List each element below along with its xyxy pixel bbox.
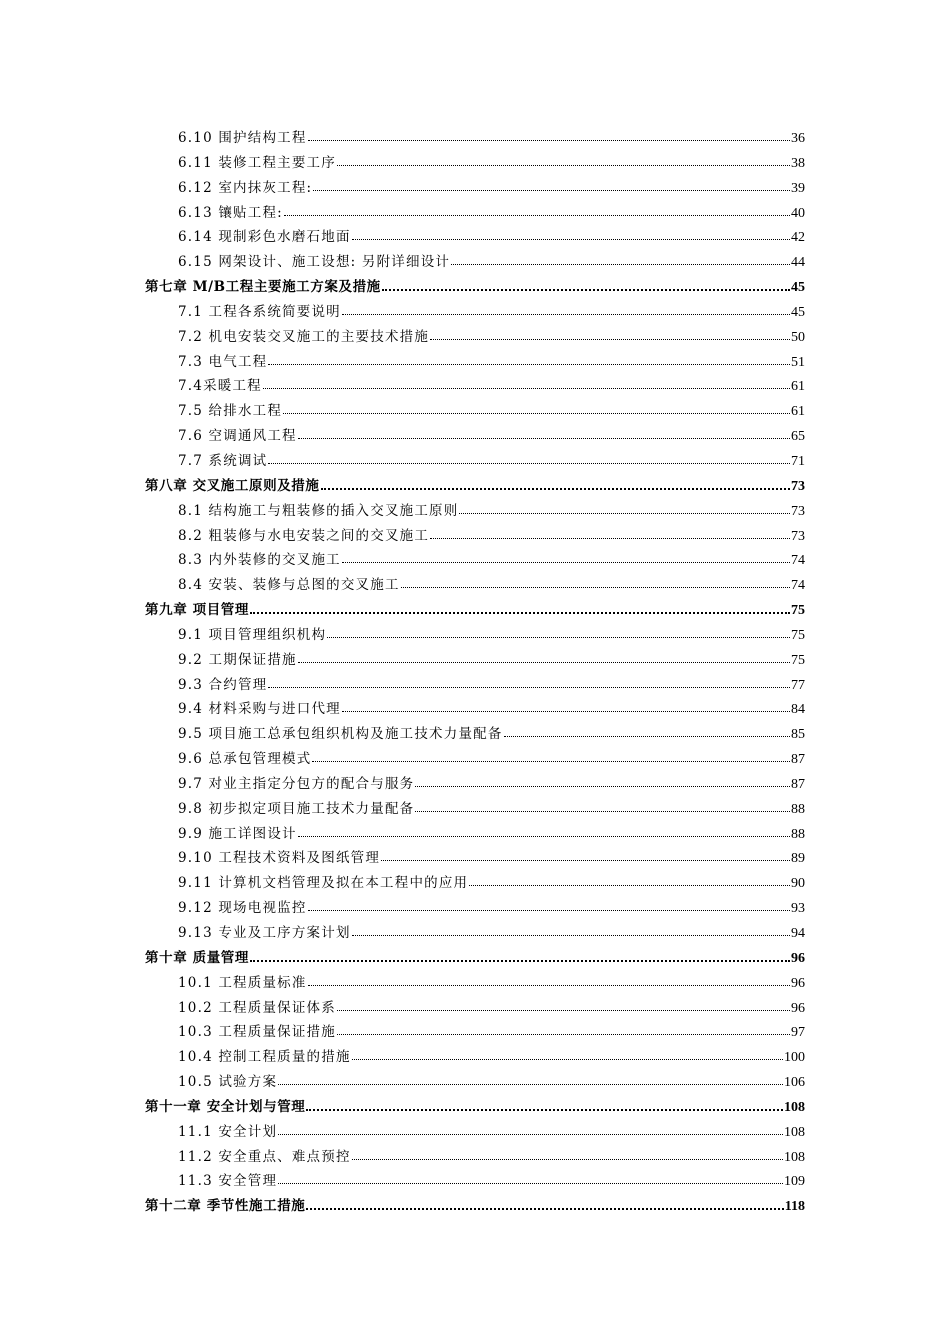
toc-entry-page-number: 100 [784,1050,805,1066]
toc-section-entry[interactable] [145,424,805,449]
toc-section-entry[interactable] [145,1120,805,1145]
toc-leader-dots [337,1000,790,1012]
toc-section-entry[interactable] [145,822,805,847]
toc-leader-dots [327,627,790,639]
toc-section-entry[interactable] [145,548,805,573]
toc-entry-title: 7.5 给排水工程 [178,403,283,420]
toc-entry-title: 9.3 合约管理 [178,676,268,693]
toc-entry-page-number: 73 [791,528,805,544]
toc-leader-dots [268,453,790,465]
toc-entry-title: 8.1 结构施工与粗装修的插入交叉施工原则 [178,502,459,519]
toc-leader-dots [430,329,790,341]
toc-entry-title: 7.1 工程各系统简要说明 [178,303,341,320]
toc-entry-title: 第十章 质量管理 [145,949,249,966]
toc-entry-page-number: 88 [791,826,805,842]
toc-entry-page-number: 45 [791,280,805,296]
toc-chapter-entry[interactable] [145,1095,805,1120]
toc-leader-dots [342,701,790,713]
toc-section-entry[interactable] [145,971,805,996]
toc-entry-page-number: 118 [784,1199,805,1215]
toc-entry-title: 9.10 工程技术资料及图纸管理 [178,850,381,867]
toc-leader-dots [312,751,790,763]
toc-leader-dots [321,478,791,490]
toc-leader-dots [337,155,790,167]
toc-section-entry[interactable] [145,176,805,201]
toc-entry-page-number: 75 [791,652,805,668]
toc-leader-dots [352,1049,783,1061]
toc-section-entry[interactable] [145,623,805,648]
toc-section-entry[interactable] [145,797,805,822]
toc-entry-title: 第九章 项目管理 [145,602,249,619]
toc-entry-title: 9.9 施工详图设计 [178,825,297,842]
toc-entry-page-number: 108 [784,1099,805,1115]
toc-entry-title: 第八章 交叉施工原则及措施 [145,477,320,494]
toc-entry-page-number: 93 [791,901,805,917]
toc-chapter-entry[interactable] [145,946,805,971]
toc-leader-dots [430,528,790,540]
toc-entry-title: 10.3 工程质量保证措施 [178,1024,336,1041]
toc-section-entry[interactable] [145,996,805,1021]
toc-entry-page-number: 74 [791,553,805,569]
toc-entry-page-number: 94 [791,926,805,941]
toc-entry-page-number: 109 [784,1174,805,1190]
toc-leader-dots [381,850,790,862]
toc-entry-title: 6.12 室内抹灰工程: [178,179,313,196]
toc-entry-page-number: 108 [784,1149,805,1165]
toc-chapter-entry[interactable] [145,474,805,499]
toc-entry-title: 8.3 内外装修的交叉施工 [178,552,341,569]
toc-entry-title: 10.2 工程质量保证体系 [178,999,336,1016]
toc-entry-title: 10.4 控制工程质量的措施 [178,1049,351,1066]
toc-entry-page-number: 97 [791,1025,805,1041]
toc-chapter-entry[interactable] [145,1194,805,1219]
toc-leader-dots [469,875,790,887]
toc-entry-title: 9.8 初步拟定项目施工技术力量配备 [178,800,415,817]
toc-entry-page-number: 90 [791,876,805,892]
toc-entry-title: 10.5 试验方案 [178,1074,278,1091]
toc-entry-page-number: 96 [791,975,805,991]
toc-entry-page-number: 84 [791,702,805,718]
toc-leader-dots [278,1124,783,1136]
toc-leader-dots [415,801,790,813]
toc-entry-title: 9.13 专业及工序方案计划 [178,925,351,941]
toc-section-entry[interactable] [145,350,805,375]
toc-leader-dots [313,180,790,192]
toc-section-entry[interactable] [145,1070,805,1095]
toc-leader-dots [278,1173,783,1185]
toc-entry-title: 8.4 安装、装修与总图的交叉施工 [178,577,400,594]
toc-entry-title: 11.1 安全计划 [178,1123,278,1140]
toc-entry-page-number: 38 [791,155,805,171]
toc-leader-dots [352,925,790,937]
toc-entry-page-number: 88 [791,801,805,817]
toc-section-entry[interactable] [145,1169,805,1194]
toc-leader-dots [352,229,790,241]
toc-entry-page-number: 108 [784,1124,805,1140]
toc-entry-title: 第十一章 安全计划与管理 [145,1098,306,1115]
toc-section-entry[interactable] [145,896,805,921]
toc-entry-title: 9.12 现场电视监控 [178,900,307,917]
toc-entry-title: 7.7 系统调试 [178,452,268,469]
toc-leader-dots [306,1198,783,1210]
toc-leader-dots [263,378,790,390]
toc-section-entry[interactable] [145,747,805,772]
toc-leader-dots [382,279,790,291]
toc-entry-page-number: 51 [791,354,805,370]
toc-leader-dots [306,1099,783,1111]
toc-entry-title: 9.6 总承包管理模式 [178,751,312,768]
toc-entry-title: 9.5 项目施工总承包组织机构及施工技术力量配备 [178,726,503,743]
toc-section-entry[interactable] [145,1145,805,1170]
toc-entry-title: 6.15 网架设计、施工设想: 另附详细设计 [178,254,451,271]
toc-leader-dots [504,726,790,738]
table-of-contents [145,126,805,1219]
toc-entry-title: 9.4 材料采购与进口代理 [178,701,341,718]
toc-leader-dots [250,602,790,614]
toc-entry-title: 6.14 现制彩色水磨石地面 [178,229,351,246]
toc-entry-page-number: 106 [784,1075,805,1091]
toc-section-entry[interactable] [145,499,805,524]
toc-section-entry[interactable] [145,225,805,250]
toc-leader-dots [284,205,790,217]
toc-section-entry[interactable] [145,1020,805,1045]
toc-entry-page-number: 89 [791,851,805,867]
toc-entry-title: 8.2 粗装修与水电安装之间的交叉施工 [178,527,430,544]
toc-entry-page-number: 87 [791,776,805,792]
toc-section-entry[interactable] [145,648,805,673]
toc-entry-page-number: 73 [791,503,805,519]
toc-section-entry[interactable] [145,151,805,176]
toc-entry-title: 10.1 工程质量标准 [178,974,307,991]
toc-leader-dots [298,826,790,838]
toc-leader-dots [342,552,790,564]
toc-entry-page-number: 44 [791,255,805,271]
toc-section-entry[interactable] [145,846,805,871]
toc-leader-dots [337,1024,790,1036]
toc-section-entry[interactable] [145,871,805,896]
toc-section-entry[interactable] [145,921,805,946]
toc-entry-page-number: 39 [791,180,805,196]
toc-section-entry[interactable] [145,201,805,226]
toc-leader-dots [415,776,790,788]
toc-leader-dots [308,130,790,142]
toc-entry-page-number: 61 [791,379,805,395]
toc-section-entry[interactable] [145,772,805,797]
toc-section-entry[interactable] [145,325,805,350]
toc-entry-title: 7.6 空调通风工程 [178,428,297,445]
toc-entry-page-number: 75 [791,627,805,643]
toc-section-entry[interactable] [145,673,805,698]
toc-entry-title: 7.4采暖工程 [178,378,262,395]
toc-section-entry[interactable] [145,1045,805,1070]
toc-leader-dots [352,1149,783,1161]
toc-entry-title: 7.2 机电安装交叉施工的主要技术措施 [178,328,430,345]
toc-entry-page-number: 77 [791,677,805,693]
toc-section-entry[interactable] [145,399,805,424]
toc-leader-dots [342,304,790,316]
toc-leader-dots [308,900,790,912]
toc-leader-dots [283,403,790,415]
toc-entry-title: 6.11 装修工程主要工序 [178,154,336,171]
toc-entry-title: 9.11 计算机文档管理及拟在本工程中的应用 [178,875,469,892]
toc-chapter-entry[interactable] [145,598,805,623]
toc-entry-page-number: 45 [791,304,805,320]
toc-leader-dots [298,428,790,440]
toc-leader-dots [308,975,790,987]
toc-section-entry[interactable] [145,374,805,399]
toc-leader-dots [401,577,790,589]
toc-entry-page-number: 87 [791,752,805,768]
toc-entry-page-number: 40 [791,205,805,221]
toc-entry-page-number: 73 [791,478,805,494]
toc-leader-dots [298,652,790,664]
toc-entry-page-number: 74 [791,578,805,594]
toc-entry-title: 第七章 M/B工程主要施工方案及措施 [145,279,381,296]
toc-entry-title: 11.2 安全重点、难点预控 [178,1148,351,1165]
toc-entry-page-number: 96 [791,950,805,966]
toc-entry-title: 7.3 电气工程 [178,353,268,370]
toc-entry-title: 9.1 项目管理组织机构 [178,626,327,643]
toc-leader-dots [451,254,790,266]
toc-entry-page-number: 75 [791,603,805,619]
toc-section-entry[interactable] [145,449,805,474]
toc-entry-title: 6.10 围护结构工程 [178,130,307,146]
toc-chapter-entry[interactable] [145,275,805,300]
toc-entry-title: 6.13 镶贴工程: [178,204,283,221]
toc-entry-page-number: 96 [791,1000,805,1016]
toc-entry-title: 11.3 安全管理 [178,1173,278,1190]
toc-section-entry[interactable] [145,126,805,151]
toc-leader-dots [268,677,790,689]
toc-entry-title: 第十二章 季节性施工措施 [145,1198,306,1215]
toc-section-entry[interactable] [145,250,805,275]
toc-entry-title: 9.7 对业主指定分包方的配合与服务 [178,775,415,792]
toc-entry-page-number: 61 [791,404,805,420]
toc-leader-dots [250,950,790,962]
toc-entry-page-number: 65 [791,429,805,445]
toc-entry-page-number: 42 [791,230,805,246]
toc-section-entry[interactable] [145,573,805,598]
toc-section-entry[interactable] [145,697,805,722]
toc-section-entry[interactable] [145,300,805,325]
toc-leader-dots [278,1074,783,1086]
toc-entry-page-number: 85 [791,727,805,743]
toc-leader-dots [268,354,790,366]
toc-entry-title: 9.2 工期保证措施 [178,651,297,668]
toc-section-entry[interactable] [145,722,805,747]
toc-entry-page-number: 71 [791,453,805,469]
toc-entry-page-number: 50 [791,329,805,345]
toc-entry-page-number: 36 [791,131,805,146]
toc-leader-dots [459,503,790,515]
toc-section-entry[interactable] [145,524,805,549]
